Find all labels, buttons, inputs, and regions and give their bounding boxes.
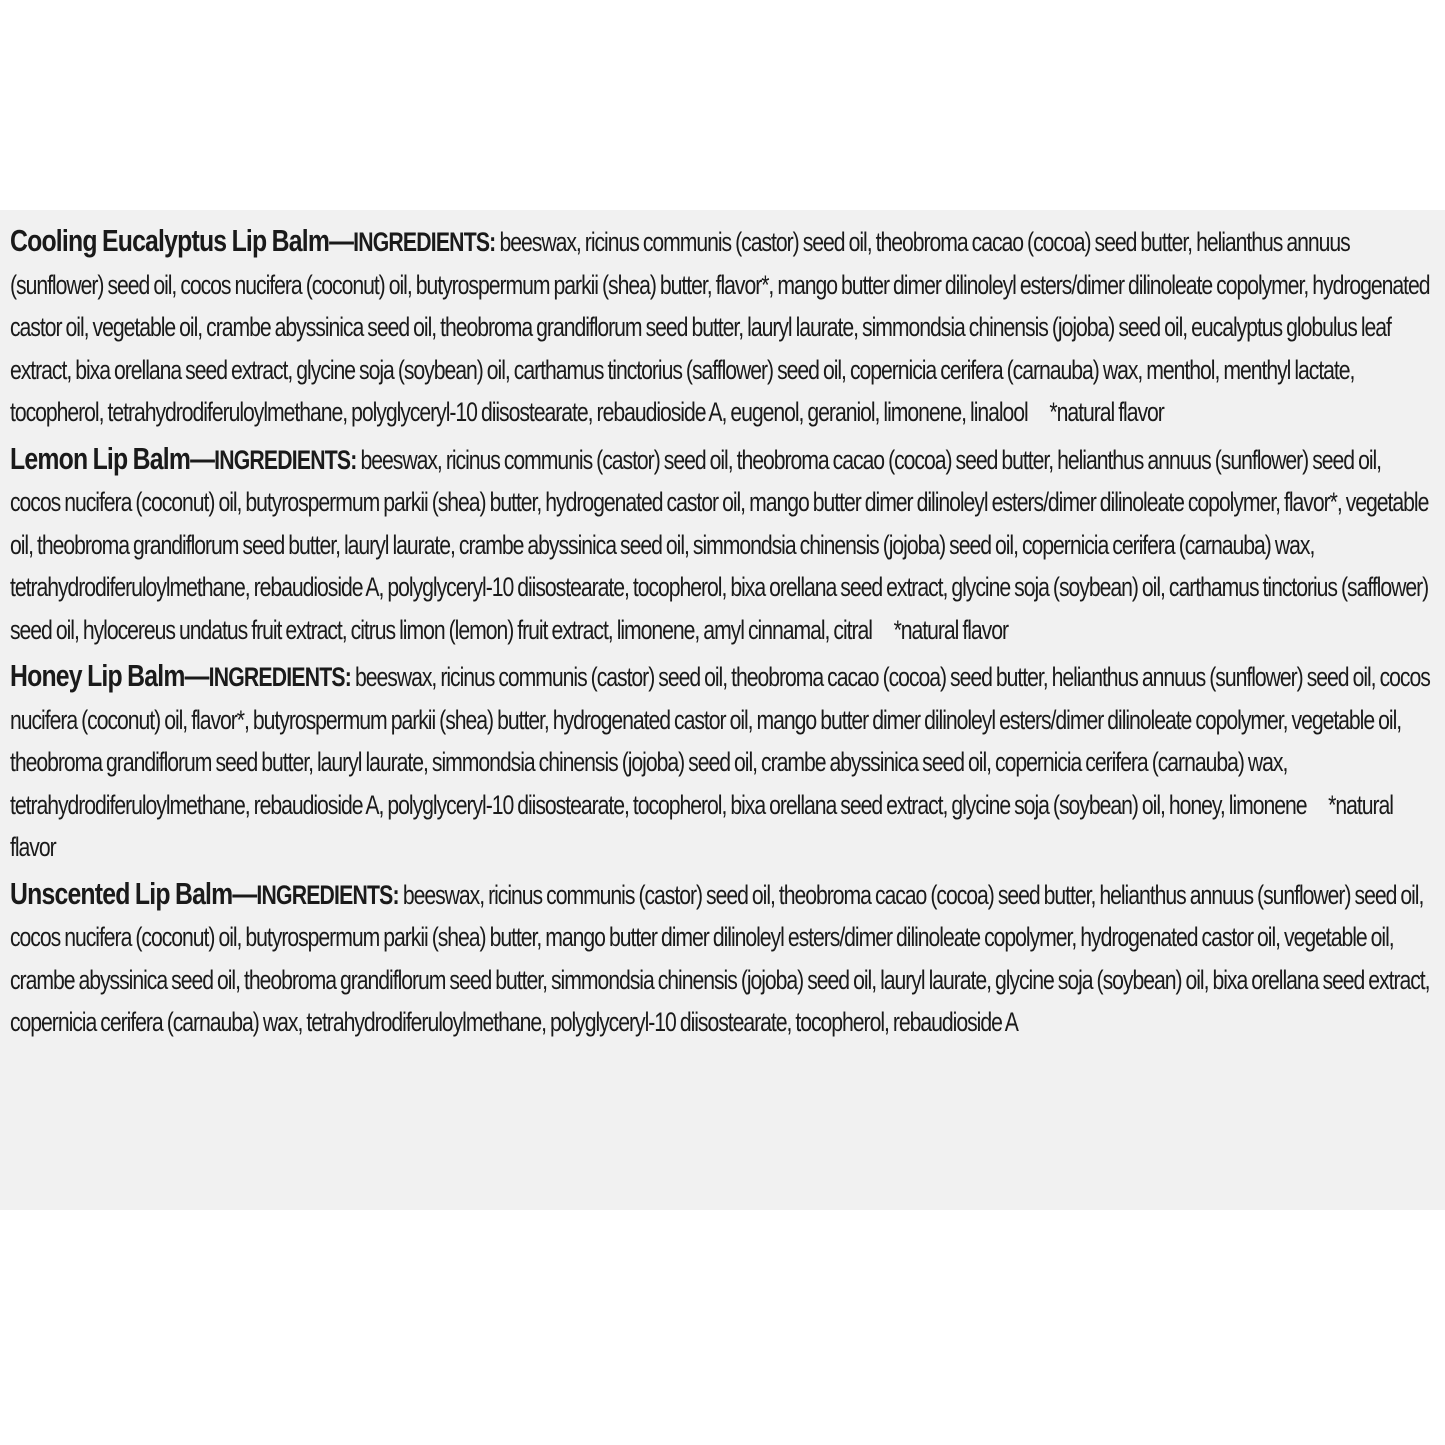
product-name: Lemon Lip Balm—: [10, 440, 215, 476]
ingredient-list: beeswax, ricinus communis (castor) seed oil, theobroma cacao (cocoa) seed butter, helianthus annuus (sunflower) seed oil, cocos nucifera (coconut) oil, flavor*, butyrospermum parkii (shea) butter, hydrogenated castor oil, mango butter dimer dilinoleyl esters/dimer dilinoleate copolymer, vegetable oil, theobroma grandiflorum seed butter, lauryl laurate, simmondsia chinensis (jojoba) seed oil, crambe abyssinica seed oil, copernicia cerifera (carnauba) wax, tetrahydrodiferuloylmethane, rebaudioside A, polyglyceryl-10 diisostearate, tocopherol, bixa orellana seed extract, glycine soja (soybean) oil, honey, limonene: [10, 662, 1430, 820]
ingredients-label: INGREDIENTS:: [208, 662, 351, 692]
product-entry-cooling-eucalyptus: [10, 220, 1430, 434]
product-entry-unscented: [10, 873, 1430, 1044]
product-name: Unscented Lip Balm—: [10, 875, 257, 911]
product-entry-lemon: [10, 438, 1430, 652]
footnote: *natural flavor: [893, 614, 1008, 645]
product-name: Honey Lip Balm—: [10, 658, 209, 693]
footnote: *natural flavor: [1049, 397, 1164, 427]
product-entry-honey: [10, 655, 1430, 869]
ingredients-panel: [0, 210, 1445, 1210]
ingredient-list: beeswax, ricinus communis (castor) seed oil, theobroma cacao (cocoa) seed butter, helianthus annuus (sunflower) seed oil, cocos nucifera (coconut) oil, butyrospermum parkii (shea) butter, flavor*, mango butter dimer dilinoleyl esters/dimer dilinoleate copolymer, hydrogenated castor oil, vegetable oil, crambe abyssinica seed oil, theobroma grandiflorum seed butter, lauryl laurate, simmondsia chinensis (jojoba) seed oil, eucalyptus globulus leaf extract, bixa orellana seed extract, glycine soja (soybean) oil, carthamus tinctorius (safflower) seed oil, copernicia cerifera (carnauba) wax, menthol, menthyl lactate, tocopherol, tetrahydrodiferuloylmethane, polyglyceryl-10 diisostearate, rebaudioside A, eugenol, geraniol, limonene, linalool: [10, 227, 1430, 427]
ingredient-list: beeswax, ricinus communis (castor) seed oil, theobroma cacao (cocoa) seed butter, helianthus annuus (sunflower) seed oil, cocos nucifera (coconut) oil, butyrospermum parkii (shea) butter, hydrogenated castor oil, mango butter dimer dilinoleyl esters/dimer dilinoleate copolymer, flavor*, vegetable oil, theobroma grandiflorum seed butter, lauryl laurate, crambe abyssinica seed oil, simmondsia chinensis (jojoba) seed oil, copernicia cerifera (carnauba) wax, tetrahydrodiferuloylmethane, rebaudioside A, polyglyceryl-10 diisostearate, tocopherol, bixa orellana seed extract, glycine soja (soybean) oil, carthamus tinctorius (safflower) seed oil, hylocereus undatus fruit extract, citrus limon (lemon) fruit extract, limonene, amyl cinnamal, citral: [10, 444, 1429, 645]
product-name: Cooling Eucalyptus Lip Balm—: [10, 223, 354, 258]
ingredients-label: INGREDIENTS:: [256, 879, 399, 910]
ingredients-label: INGREDIENTS:: [353, 227, 496, 257]
footnote: *natural flavor: [10, 789, 1393, 862]
ingredients-label: INGREDIENTS:: [214, 444, 357, 475]
ingredient-list: beeswax, ricinus communis (castor) seed oil, theobroma cacao (cocoa) seed butter, helianthus annuus (sunflower) seed oil, cocos nucifera (coconut) oil, butyrospermum parkii (shea) butter, mango butter dimer dilinoleyl esters/dimer dilinoleate copolymer, hydrogenated castor oil, vegetable oil, crambe abyssinica seed oil, theobroma grandiflorum seed butter, simmondsia chinensis (jojoba) seed oil, lauryl laurate, glycine soja (soybean) oil, bixa orellana seed extract, copernicia cerifera (carnauba) wax, tetrahydrodiferuloylmethane, polyglyceryl-10 diisostearate, tocopherol, rebaudioside A: [10, 879, 1430, 1037]
